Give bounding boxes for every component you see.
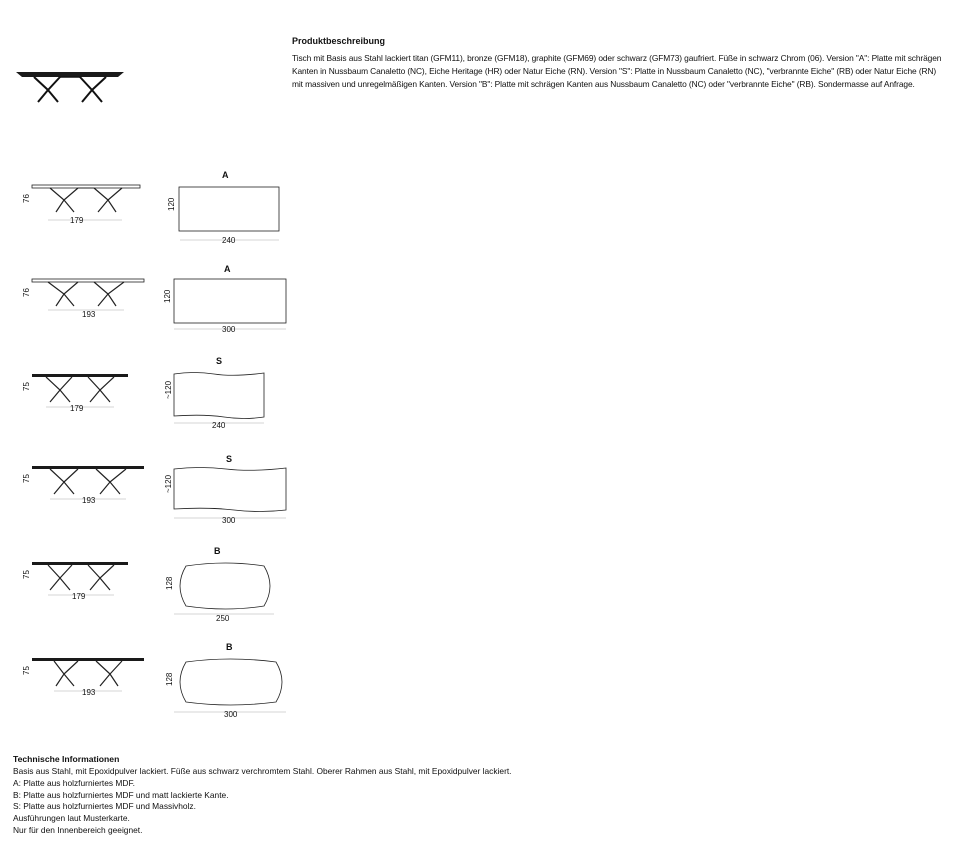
base-label: 179 [72,592,86,601]
base-label: 179 [70,216,84,225]
width-label: 300 [222,516,236,525]
product-description-title: Produktbeschreibung [292,36,386,46]
width-label: 300 [222,325,236,334]
base-label: 193 [82,310,96,319]
depth-label: 128 [165,576,174,590]
technical-info-line: B: Platte aus holzfurniertes MDF und matt lackierte Kante. [13,789,229,800]
side-view-drawing [20,654,146,700]
side-view-drawing [20,558,130,604]
top-view-drawing [160,354,270,434]
top-view-drawing [160,168,290,244]
version-label: A [224,264,231,274]
technical-info-lines [13,766,512,837]
version-label: A [222,170,229,180]
height-label: 75 [22,666,31,675]
width-label: 240 [222,236,236,245]
width-label: 250 [216,614,230,623]
height-label: 76 [22,194,31,203]
depth-label: 128 [165,672,174,686]
technical-info-line: A: Platte aus holzfurniertes MDF. [13,777,135,788]
version-label: B [214,546,221,556]
height-label: 75 [22,570,31,579]
base-label: 193 [82,688,96,697]
side-view-drawing [20,462,146,508]
version-label: S [216,356,223,366]
top-view-drawing [160,262,295,338]
base-label: 179 [70,404,84,413]
top-view-drawing [160,640,295,720]
side-view-drawing [20,182,140,228]
product-description-text: Tisch mit Basis aus Stahl lackiert titan (GFM11), bronze (GFM18), graphite (GFM69) oder schwarz (GFM73) gaufriert. Füße in schwarz Chrom (06). Version "A": Platte mit schrägen Kanten in Nussbaum Canaletto (NC), Eiche Heritage (HR) oder Natur Eiche (RN). Version "S": Platte in Nussbaum Canaletto (NC), "verbrannte Eiche" (RB) oder Natur Eiche (RN) mit massiven und unregelmäßigen Kanten. Version "B": Platte mit schrägen Kanten aus Nussbaum Canaletto (NC) oder "verbrannte Eiche" (RB). Sondermasse auf Anfrage. [292,53,942,89]
depth-label: ~120 [164,380,173,399]
version-label: S [226,454,233,464]
product-image [14,64,126,106]
depth-label: 120 [163,289,172,303]
technical-info-line: Nur für den Innenbereich geeignet. [13,824,143,835]
technical-info-line: Ausführungen laut Musterkarte. [13,813,130,824]
depth-label: ~120 [164,474,173,493]
depth-label: 120 [167,197,176,211]
side-view-drawing [20,370,130,416]
height-label: 76 [22,288,31,297]
version-label: B [226,642,233,652]
height-label: 75 [22,382,31,391]
base-label: 193 [82,496,96,505]
width-label: 240 [212,421,226,430]
technical-info-title: Technische Informationen [13,754,120,764]
side-view-drawing [20,276,145,322]
top-view-drawing [160,446,290,526]
top-view-drawing [160,544,285,624]
technical-info-line: Basis aus Stahl, mit Epoxidpulver lackiert. Füße aus schwarz verchromtem Stahl. Oberer Rahmen aus Stahl, mit Epoxidpulver lackiert. [13,766,512,776]
width-label: 300 [224,710,238,719]
technical-info-line: S: Platte aus holzfurniertes MDF und Massivholz. [13,801,196,812]
height-label: 75 [22,474,31,483]
